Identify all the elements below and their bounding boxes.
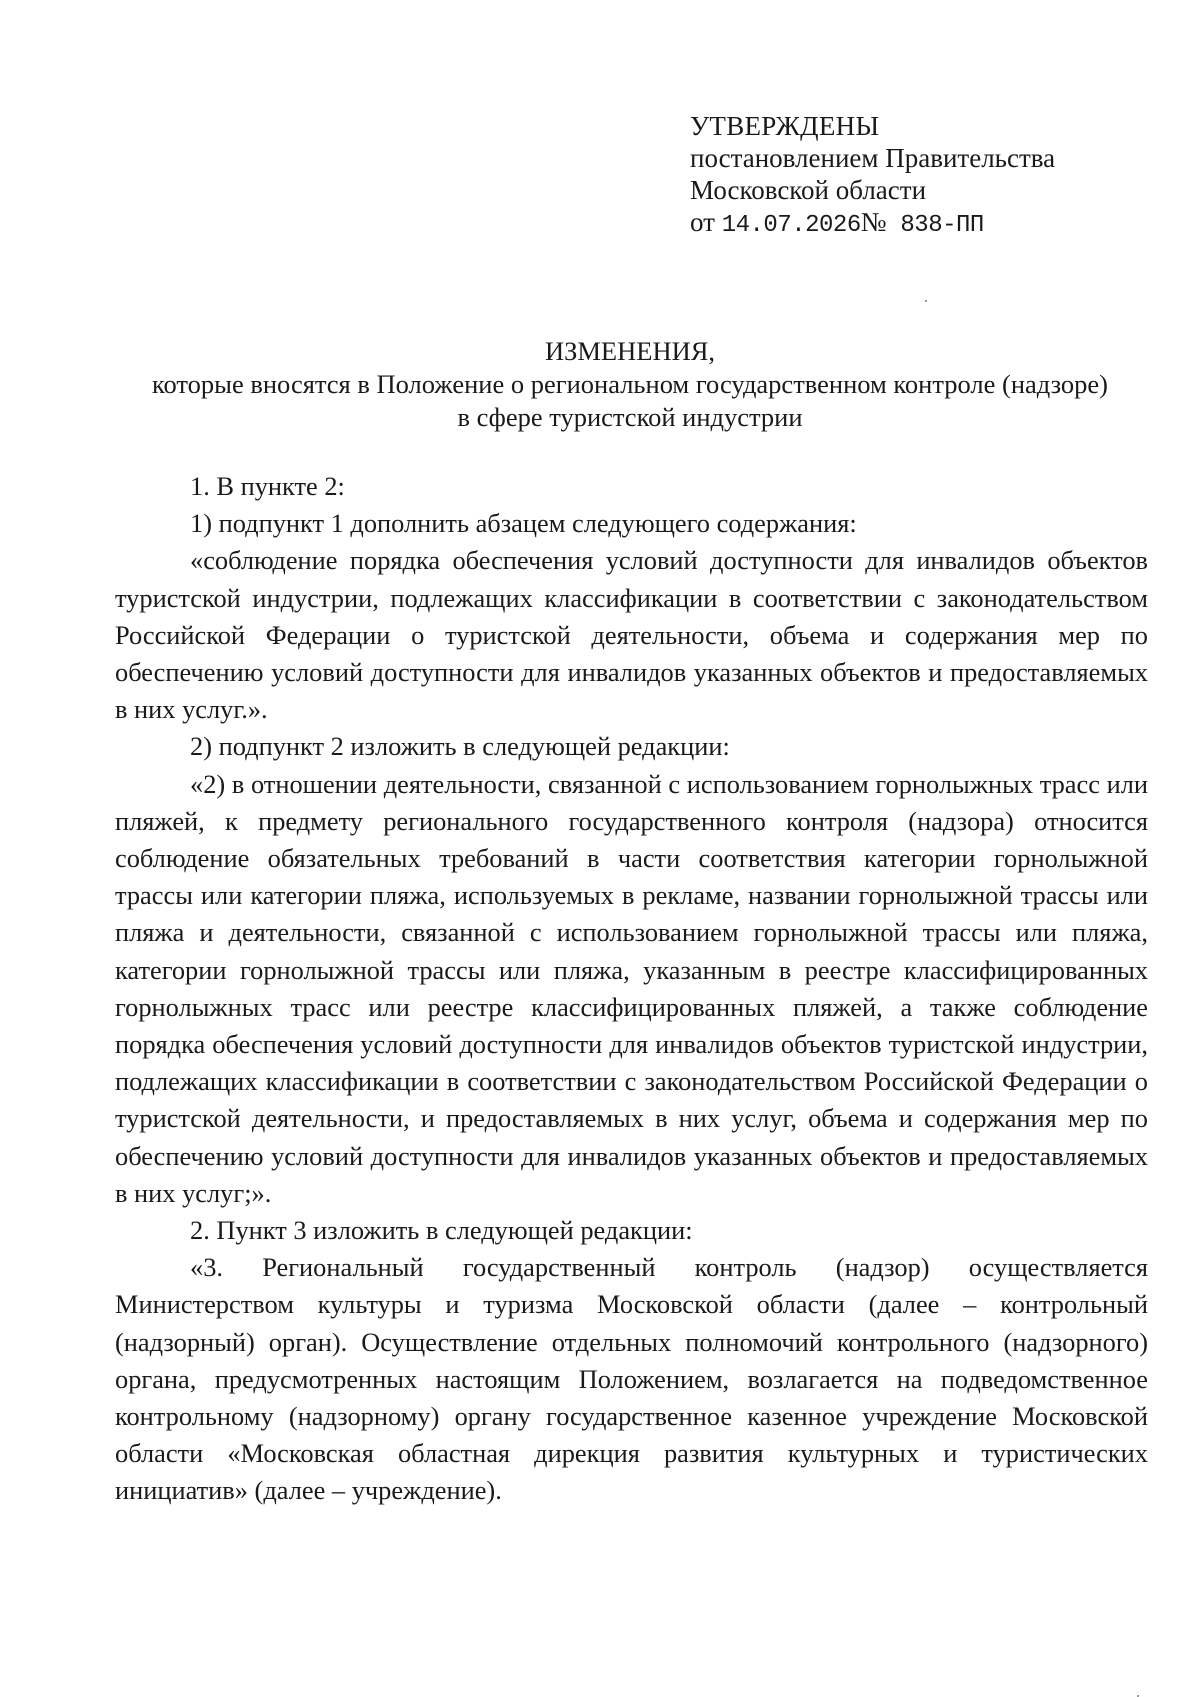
heading-title: ИЗМЕНЕНИЯ, xyxy=(544,336,716,366)
heading-line-2: в сфере туристской индустрии xyxy=(457,402,803,432)
heading-line-1: которые вносятся в Положение о региональном государственном контроле (надзоре) xyxy=(151,369,1109,399)
approval-line-2: Московской области xyxy=(690,175,927,205)
approval-number-sign: № xyxy=(860,207,887,237)
document-heading xyxy=(110,335,1150,434)
scan-speck xyxy=(925,300,927,302)
approval-line-1: постановлением Правительства xyxy=(690,143,1056,173)
document-body xyxy=(115,468,1148,1510)
approval-title: УТВЕРЖДЕНЫ xyxy=(690,111,880,141)
approval-date-line xyxy=(690,206,1055,242)
paragraph-4: 2) подпункт 2 изложить в следующей редакции: xyxy=(190,731,730,762)
approval-date: 14.07.2026 xyxy=(721,212,861,239)
approval-number: 838-ПП xyxy=(886,212,984,239)
approval-stamp xyxy=(690,110,1055,242)
paragraph-2: 1) подпункт 1 дополнить абзацем следующего содержания: xyxy=(190,508,857,539)
approval-date-prefix: от xyxy=(690,207,722,237)
paragraph-6: 2. Пункт 3 изложить в следующей редакции: xyxy=(190,1215,693,1246)
paragraph-1: 1. В пункте 2: xyxy=(190,471,345,501)
paragraph-7: «3. Региональный государственный контроль (надзор) осуществляется Министерством культуры и туризма Московской области (далее – контрольный (надзорный) орган). Осуществление отдельных полномочий контрольного (надзорного) органа, предусмотренных настоящим Положением, возлагается на подведомственное контрольному (надзорному) органу государственное казенное учреждение Московской области «Московская областная дирекция развития культурных и туристических инициатив» (далее – учреждение). xyxy=(115,1252,1148,1506)
paragraph-5: «2) в отношении деятельности, связанной с использованием горнолыжных трасс или пляжей, к предмету регионального государственного контроля (надзора) относится соблюдение обязательных требований в части соответствия категории горнолыжной трассы или категории пляжа, используемых в рекламе, названии горнолыжной трассы или пляжа и деятельности, связанной с использованием горнолыжной трассы или пляжа, категории горнолыжной трассы или пляжа, указанным в реестре классифицированных горнолыжных трасс или реестре классифицированных пляжей, а также соблюдение порядка обеспечения условий доступности для инвалидов объектов туристской индустрии, подлежащих классификации в соответствии с законодательством Российской Федерации о туристской деятельности, и предоставляемых в них услуг, объема и содержания мер по обеспечению условий доступности для инвалидов указанных объектов и предоставляемых в них услуг;». xyxy=(115,768,1148,1208)
paragraph-3: «соблюдение порядка обеспечения условий доступности для инвалидов объектов туристской индустрии, подлежащих классификации в соответствии с законодательством Российской Федерации о туристской деятельности, объема и содержания мер по обеспечению условий доступности для инвалидов указанных объектов и предоставляемых в них услуг.». xyxy=(115,545,1148,725)
